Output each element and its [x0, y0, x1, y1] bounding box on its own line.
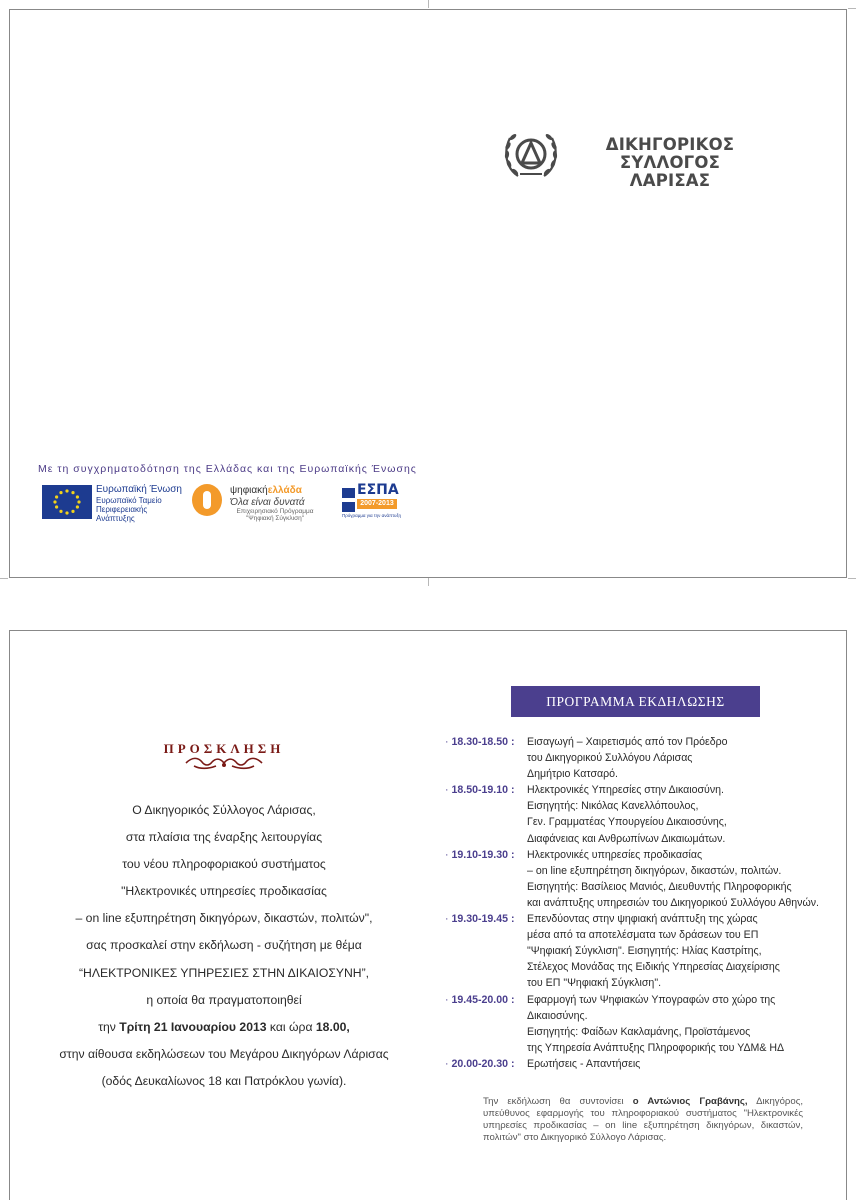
event-date-line [20, 1014, 428, 1041]
eu-fund-line: Περιφερειακής [96, 505, 148, 514]
crop-mark [848, 8, 856, 9]
invitation-title: ΠΡΟΣΚΛΗΣΗ [163, 741, 285, 756]
programme-item [445, 992, 845, 1056]
date-prefix: την [98, 1019, 120, 1034]
programme-description [527, 992, 845, 1056]
programme-line: της Υπηρεσία Ανάπτυξης Πληροφορικής του ΥΔΜ& ΗΔ [527, 1041, 785, 1054]
crop-mark [0, 578, 8, 579]
digital-greece-slogan: Όλα είναι δυνατά [230, 497, 305, 508]
digital-greece-sub-line: "Ψηφιακή Σύγκλιση" [245, 515, 305, 522]
sponsor-logos [42, 482, 402, 524]
programme-line: του ΕΠ "Ψηφιακή Σύγκλιση". [527, 977, 662, 990]
programme-item [445, 1056, 845, 1072]
programme-time [445, 782, 527, 846]
eu-fund-line: Ανάπτυξης [96, 514, 135, 523]
espa-tagline: Πρόγραμμα για την ανάπτυξη [342, 513, 401, 518]
programme-line: και ανάπτυξης υπηρεσιών του Δικηγορικού Συλλόγου Αθηνών. [527, 896, 819, 909]
programme-time [445, 992, 527, 1056]
bullet-icon: · [445, 913, 449, 926]
invitation-text [20, 797, 428, 1095]
programme-line: Ηλεκτρονικές υπηρεσίες προδικασίας [527, 848, 703, 861]
programme-time-value: 20.00-20.30 : [451, 1057, 515, 1070]
programme-line: Ερωτήσεις - Απαντήσεις [527, 1057, 641, 1070]
digital-greece-subtitle [230, 508, 320, 522]
programme-time-value: 18.50-19.10 : [451, 784, 515, 797]
espa-logo [342, 482, 402, 522]
programme-line: Εισηγητής: Φαίδων Κακλαμάνης, Προϊστάμενος [527, 1025, 751, 1038]
eu-fund-label [96, 484, 182, 523]
programme-line: Εισηγητής: Βασίλειος Μανιός, Διευθυντής Πληροφορικής [527, 880, 792, 893]
programme-time [445, 1056, 527, 1072]
programme-description [527, 734, 845, 782]
coordinator-note [483, 1096, 803, 1144]
coordinator-name: ο Αντώνιος Γραβάνης, [632, 1096, 748, 1107]
event-address: (οδός Δευκαλίωνος 18 και Πατρόκλου γωνία). [101, 1073, 347, 1088]
programme-item [445, 911, 845, 991]
coordinator-prefix: Την εκδήλωση θα συντονίσει [483, 1096, 633, 1107]
programme-line: Ηλεκτρονικές Υπηρεσίες στην Δικαιοσύνη. [527, 784, 724, 797]
programme-time-value: 19.30-19.45 : [451, 913, 515, 926]
digital-greece-name-b: ελλάδα [267, 485, 302, 496]
programme-line: Δικαιοσύνης. [527, 1009, 588, 1022]
invitation-line: "Ηλεκτρονικές υπηρεσίες προδικασίας [121, 884, 327, 899]
programme-line: Εισηγητής: Νικόλας Κανελλόπουλος, [527, 800, 699, 813]
event-venue: στην αίθουσα εκδηλώσεων του Μεγάρου Δικηγόρων Λάρισας [59, 1046, 389, 1061]
event-time: 18.00, [315, 1019, 350, 1034]
programme-list [445, 734, 845, 1072]
programme-time-value: 19.10-19.30 : [451, 848, 515, 861]
programme-line: Εισαγωγή – Χαιρετισμός από τον Πρόεδρο [527, 736, 728, 748]
invitation-line: Ο Δικηγορικός Σύλλογος Λάρισας, [132, 803, 316, 817]
invitation-line: του νέου πληροφοριακού συστήματος [122, 857, 326, 872]
programme-line: του Δικηγορικού Συλλόγου Λάρισας [527, 752, 693, 765]
association-name-line1: ΔΙΚΗΓΟΡΙΚΟΣ ΣΥΛΛΟΓΟΣ [605, 135, 735, 172]
association-name [570, 136, 770, 190]
cofunding-text: Με τη συγχρηματοδότηση της Ελλάδας και της Ευρωπαϊκής Ένωσης [38, 463, 417, 475]
programme-description [527, 847, 845, 911]
programme-time [445, 847, 527, 911]
invitation-line: η οποία θα πραγματοποιηθεί [146, 992, 302, 1007]
programme-line: Εφαρμογή των Ψηφιακών Υπογραφών στο χώρο της [527, 993, 776, 1006]
programme-line: Γεν. Γραμματέας Υπουργείου Δικαιοσύνης, [527, 816, 727, 829]
eu-fund-line: Ευρωπαϊκό Ταμείο [96, 496, 162, 505]
programme-item [445, 847, 845, 911]
programme-time [445, 911, 527, 991]
digital-greece-name-a: ψηφιακή [230, 485, 268, 496]
invitation-line: – on line εξυπηρέτηση δικηγόρων, δικαστών, πολιτών", [75, 911, 373, 926]
eu-title: Ευρωπαϊκή Ένωση [96, 484, 182, 495]
laurel-emblem-icon [500, 124, 562, 186]
programme-line: – on line εξυπηρέτηση δικηγόρων, δικαστών, πολιτών. [527, 864, 782, 877]
invitation-line: σας προσκαλεί στην εκδήλωση - συζήτηση με θέμα [86, 938, 362, 953]
programme-line: Επενδύοντας στην ψηφιακή ανάπτυξη της χώρας [527, 913, 758, 926]
espa-years: 2007-2013 [357, 499, 397, 509]
invitation-line: “ΗΛΕΚΤΡΟΝΙΚΕΣ ΥΠΗΡΕΣΙΕΣ ΣΤΗΝ ΔΙΚΑΙΟΣΥΝΗ”, [78, 965, 370, 980]
crop-mark [428, 578, 429, 586]
programme-line: Διαφάνειας και Ανθρωπίνων Δικαιωμάτων. [527, 832, 726, 845]
event-date: Τρίτη 21 Ιανουαρίου 2013 [119, 1019, 267, 1034]
bullet-icon: · [445, 848, 449, 861]
crop-mark [848, 578, 856, 579]
bullet-icon: · [445, 1057, 449, 1070]
programme-description [527, 782, 845, 846]
programme-description [527, 1056, 845, 1072]
programme-line: Δημήτριο Κατσαρό. [527, 768, 618, 781]
invitation-line: στα πλαίσια της έναρξης λειτουργίας [125, 830, 323, 845]
bullet-icon: · [445, 736, 449, 748]
programme-line: "Ψηφιακή Σύγκλιση". Εισηγητής: Ηλίας Καστρίτης, [527, 945, 762, 958]
espa-word: ΕΣΠΑ [357, 482, 399, 498]
eu-flag-icon [42, 485, 92, 519]
programme-header: ΠΡΟΓΡΑΜΜΑ ΕΚΔΗΛΩΣΗΣ [511, 686, 760, 717]
programme-description [527, 911, 845, 991]
digital-greece-name [230, 485, 302, 496]
coordinator-description: Δικηγόρος, υπεύθυνος εφαρμογής του πληροφοριακού συστήματος "Ηλεκτρονικές υπηρεσίες προδικασίας – on line εξυπηρέτηση δικηγόρων, δικαστών, πολιτών" στο Δικηγορικό Σύλλογο Λάρισας. [483, 1096, 803, 1143]
association-name-line2: ΛΑΡΙΣΑΣ [629, 171, 711, 190]
programme-time-value: 18.30-18.50 : [451, 736, 515, 748]
crop-mark [428, 0, 429, 8]
eu-small-flag-icon [342, 502, 355, 512]
programme-line: μέσα από τα αποτελέσματα των δράσεων του ΕΠ [527, 929, 759, 942]
programme-time-value: 19.45-20.00 : [451, 993, 515, 1006]
bar-association-logo [500, 124, 770, 190]
digital-greece-figure-icon [192, 484, 222, 516]
ornament-flourish-icon [182, 756, 266, 770]
digital-greece-logo [192, 482, 342, 522]
digital-greece-sub-line: Επιχειρησιακό Πρόγραμμα [236, 508, 314, 515]
bullet-icon: · [445, 993, 449, 1006]
programme-time [445, 734, 527, 782]
programme-item [445, 782, 845, 846]
programme-line: Στέλεχος Μονάδας της Ειδικής Υπηρεσίας Διαχείρισης [527, 961, 780, 974]
bullet-icon: · [445, 784, 449, 797]
time-prefix: και ώρα [266, 1019, 316, 1034]
greek-flag-icon [342, 488, 355, 498]
programme-item [445, 734, 845, 782]
